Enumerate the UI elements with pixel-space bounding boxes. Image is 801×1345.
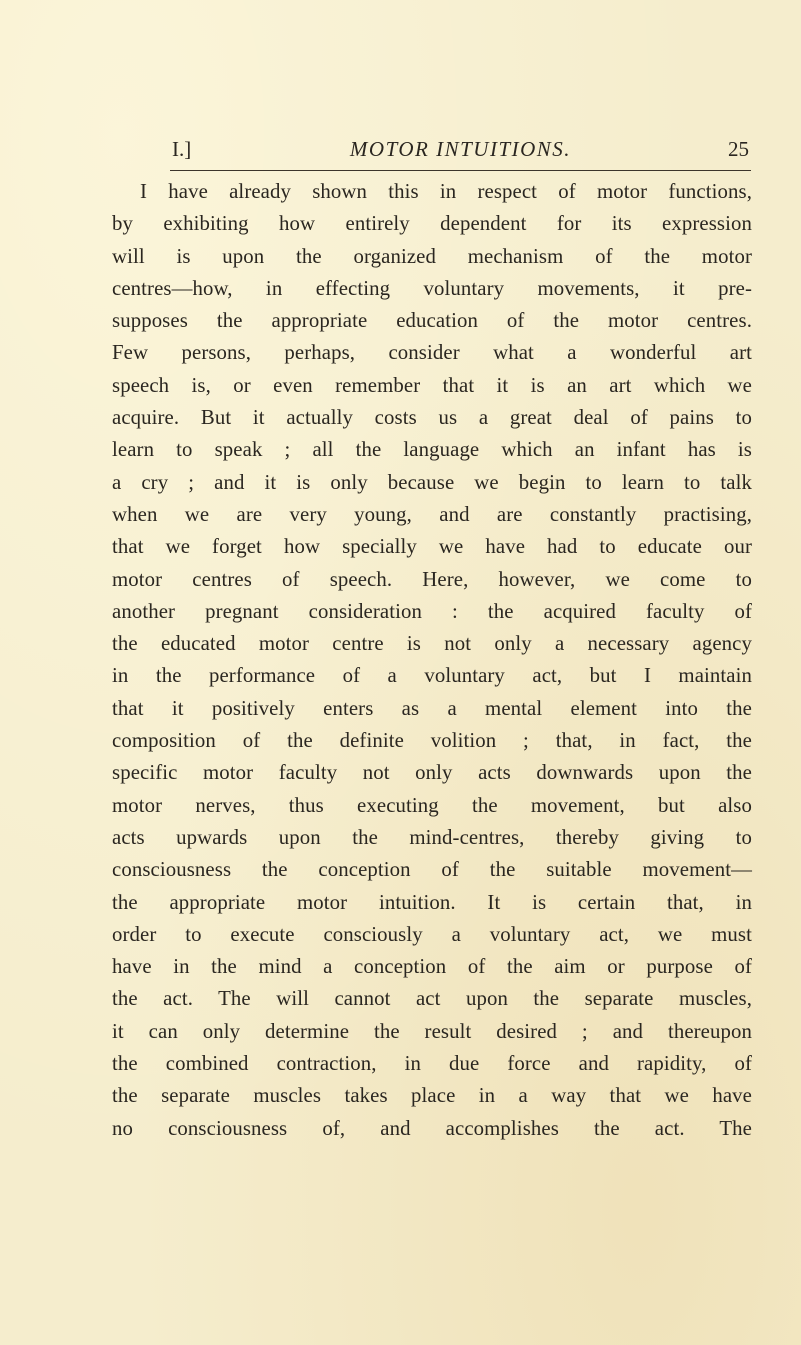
text-line: motor centres of speech. Here, however, we come to (112, 567, 752, 591)
text-line: the educated motor centre is not only a necessary agency (112, 632, 752, 656)
text-line: when we are very young, and are constantly practising, (112, 502, 752, 526)
text-line: speech is, or even remember that it is an art which we (112, 373, 752, 397)
text-line: acquire. But it actually costs us a great deal of pains to (112, 406, 752, 430)
text-line: acts upwards upon the mind-centres, thereby giving to (112, 825, 752, 849)
running-head (172, 132, 749, 166)
text-line: in the performance of a voluntary act, but I maintain (112, 664, 752, 688)
page-number: 25 (728, 137, 749, 161)
text-line: another pregnant consideration : the acquired faculty of (112, 599, 752, 623)
body-paragraph (112, 176, 752, 1145)
text-line: the appropriate motor intuition. It is certain that, in (112, 890, 752, 914)
text-line: I have already shown this in respect of motor functions, (140, 180, 752, 203)
text-line: no consciousness of, and accomplishes the act. The (112, 1116, 752, 1140)
chapter-marker: I.] (172, 137, 192, 161)
text-line: will is upon the organized mechanism of the motor (112, 244, 752, 268)
text-line: the combined contraction, in due force and rapidity, of (112, 1052, 752, 1076)
header-rule (170, 170, 751, 171)
text-line: learn to speak ; all the language which an infant has is (112, 438, 752, 462)
text-line: that it positively enters as a mental element into the (112, 696, 752, 720)
text-line: it can only determine the result desired ; and thereupon (112, 1019, 752, 1043)
text-line: specific motor faculty not only acts downwards upon the (112, 761, 752, 785)
text-line: that we forget how specially we have had to educate our (112, 535, 752, 559)
text-line: composition of the definite volition ; that, in fact, the (112, 729, 752, 753)
text-line: have in the mind a conception of the aim or purpose of (112, 955, 752, 979)
text-line: centres—how, in effecting voluntary movements, it pre- (112, 276, 752, 300)
text-line: the separate muscles takes place in a way that we have (112, 1084, 752, 1108)
text-line: motor nerves, thus executing the movement, but also (112, 793, 752, 817)
running-head-title: MOTOR INTUITIONS. (349, 137, 572, 161)
text-line: order to execute consciously a voluntary act, we must (112, 922, 752, 946)
text-line: Few persons, perhaps, consider what a wonderful art (112, 341, 752, 365)
text-line: a cry ; and it is only because we begin to learn to talk (112, 470, 752, 494)
text-line: supposes the appropriate education of the motor centres. (112, 309, 752, 333)
text-line: the act. The will cannot act upon the separate muscles, (112, 987, 752, 1011)
text-line: consciousness the conception of the suitable movement— (112, 858, 752, 882)
text-line: by exhibiting how entirely dependent for its expression (112, 212, 752, 236)
